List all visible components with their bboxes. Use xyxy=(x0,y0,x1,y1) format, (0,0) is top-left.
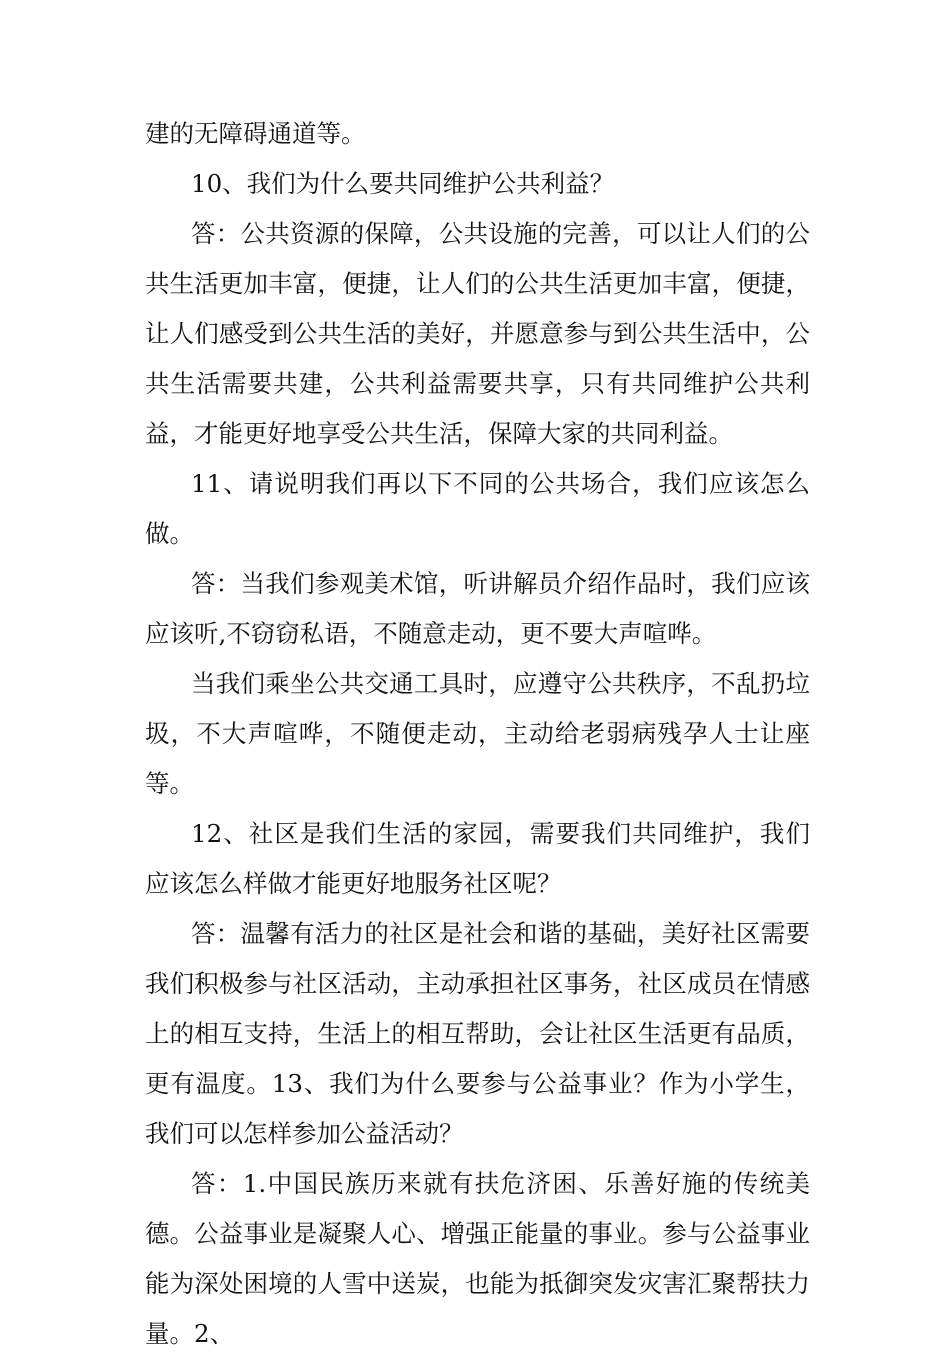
answer-11-museum: 答：当我们参观美术馆，听讲解员介绍作品时，我们应该应该听,不窃窃私语，不随意走动，更不要大声喧哗。 xyxy=(145,569,810,648)
document-body xyxy=(145,109,810,1359)
answer-13: 答：1.中国民族历来就有扶危济困、乐善好施的传统美德。公益事业是凝聚人心、增强正能量的事业。参与公益事业能为深处困境的人雪中送炭，也能为抵御突发灾害汇聚帮扶力量。2、 xyxy=(145,1169,810,1348)
answer-10: 答：公共资源的保障，公共设施的完善，可以让人们的公共生活更加丰富，便捷，让人们的公共生活更加丰富，便捷，让人们感受到公共生活的美好，并愿意参与到公共生活中，公共生活需要共建，公共利益需要共享，只有共同维护公共利益，才能更好地享受公共生活，保障大家的共同利益。 xyxy=(145,219,810,448)
question-12: 12、社区是我们生活的家园，需要我们共同维护，我们应该怎么样做才能更好地服务社区呢？ xyxy=(145,819,810,898)
paragraph-continuation: 建的无障碍通道等。 xyxy=(145,119,366,148)
answer-12-and-question-13: 答：温馨有活力的社区是社会和谐的基础，美好社区需要我们积极参与社区活动，主动承担社区事务，社区成员在情感上的相互支持，生活上的相互帮助，会让社区生活更有品质，更有温度。13、我们为什么要参与公益事业？作为小学生，我们可以怎样参加公益活动？ xyxy=(145,919,810,1148)
answer-11-transit: 当我们乘坐公共交通工具时，应遵守公共秩序，不乱扔垃圾，不大声喧哗，不随便走动，主动给老弱病残孕人士让座等。 xyxy=(145,669,810,798)
question-11: 11、请说明我们再以下不同的公共场合，我们应该怎么做。 xyxy=(145,469,810,548)
question-10: 10、我们为什么要共同维护公共利益？ xyxy=(191,169,615,198)
